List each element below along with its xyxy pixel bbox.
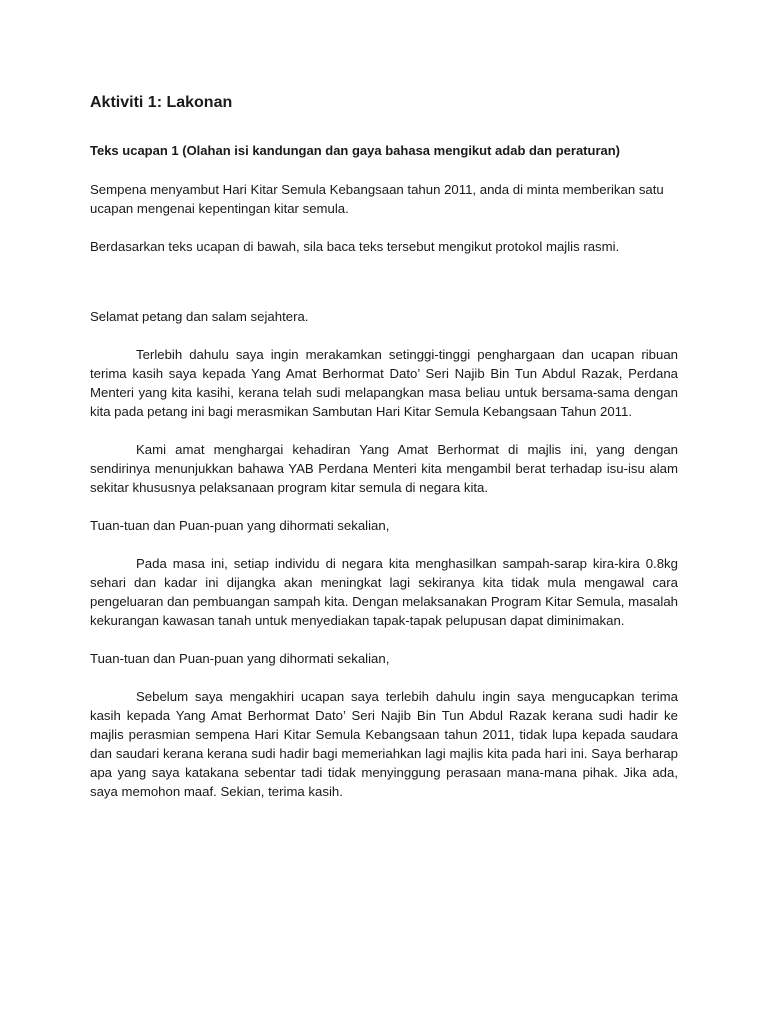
document-page bbox=[90, 92, 678, 801]
speech-address-2: Tuan-tuan dan Puan-puan yang dihormati sekalian, bbox=[90, 651, 390, 666]
speech-paragraph-4: Sebelum saya mengakhiri ucapan saya terlebih dahulu ingin saya mengucapkan terima kasih kepada Yang Amat Berhormat Dato’ Seri Najib Bin Tun Abdul Razak kerana sudi hadir ke majlis perasmian sempena Hari Kitar Semula Kebangsaan tahun 2011, tidak lupa kepada saudara dan saudari kerana kerana sudi hadir bagi memeriahkan lagi majlis kita pada hari ini. Saya berharap apa yang saya katakana sebentar tadi tidak menyinggung perasaan mana-mana pihak. Jika ada, saya memohon maaf. Sekian, terima kasih. bbox=[90, 689, 678, 799]
speech-paragraph-3: Pada masa ini, setiap individu di negara kita menghasilkan sampah-sarap kira-kira 0.8kg sehari dan kadar ini dijangka akan meningkat lagi sekiranya kita tidak mula mengawal cara pengeluaran dan pembuangan sampah kita. Dengan melaksanakan Program Kitar Semula, masalah kekurangan kawasan tanah untuk menyediakan tapak-tapak pelupusan dapat diminimakan. bbox=[90, 556, 678, 628]
speech-address-1: Tuan-tuan dan Puan-puan yang dihormati sekalian, bbox=[90, 518, 390, 533]
speech-paragraph-2: Kami amat menghargai kehadiran Yang Amat Berhormat di majlis ini, yang dengan sendirinya menunjukkan bahawa YAB Perdana Menteri kita mengambil berat terhadap isu-isu alam sekitar khususnya pelaksanaan program kitar semula di negara kita. bbox=[90, 442, 678, 495]
speech-greeting: Selamat petang dan salam sejahtera. bbox=[90, 309, 309, 324]
document-heading: Aktiviti 1: Lakonan bbox=[90, 94, 233, 111]
document-subheading: Teks ucapan 1 (Olahan isi kandungan dan gaya bahasa mengikut adab dan peraturan) bbox=[90, 143, 621, 158]
intro-paragraph-2: Berdasarkan teks ucapan di bawah, sila baca teks tersebut mengikut protokol majlis rasmi. bbox=[90, 239, 620, 254]
speech-paragraph-1: Terlebih dahulu saya ingin merakamkan setinggi-tinggi penghargaan dan ucapan ribuan terima kasih saya kepada Yang Amat Berhormat Dato’ Seri Najib Bin Tun Abdul Razak, Perdana Menteri yang kita kasihi, kerana telah sudi melapangkan masa beliau untuk bersama-sama dengan kita pada petang ini bagi merasmikan Sambutan Hari Kitar Semula Kebangsaan Tahun 2011. bbox=[90, 347, 678, 419]
intro-paragraph-1: Sempena menyambut Hari Kitar Semula Kebangsaan tahun 2011, anda di minta memberikan satu ucapan mengenai kepentingan kitar semula. bbox=[90, 182, 664, 216]
